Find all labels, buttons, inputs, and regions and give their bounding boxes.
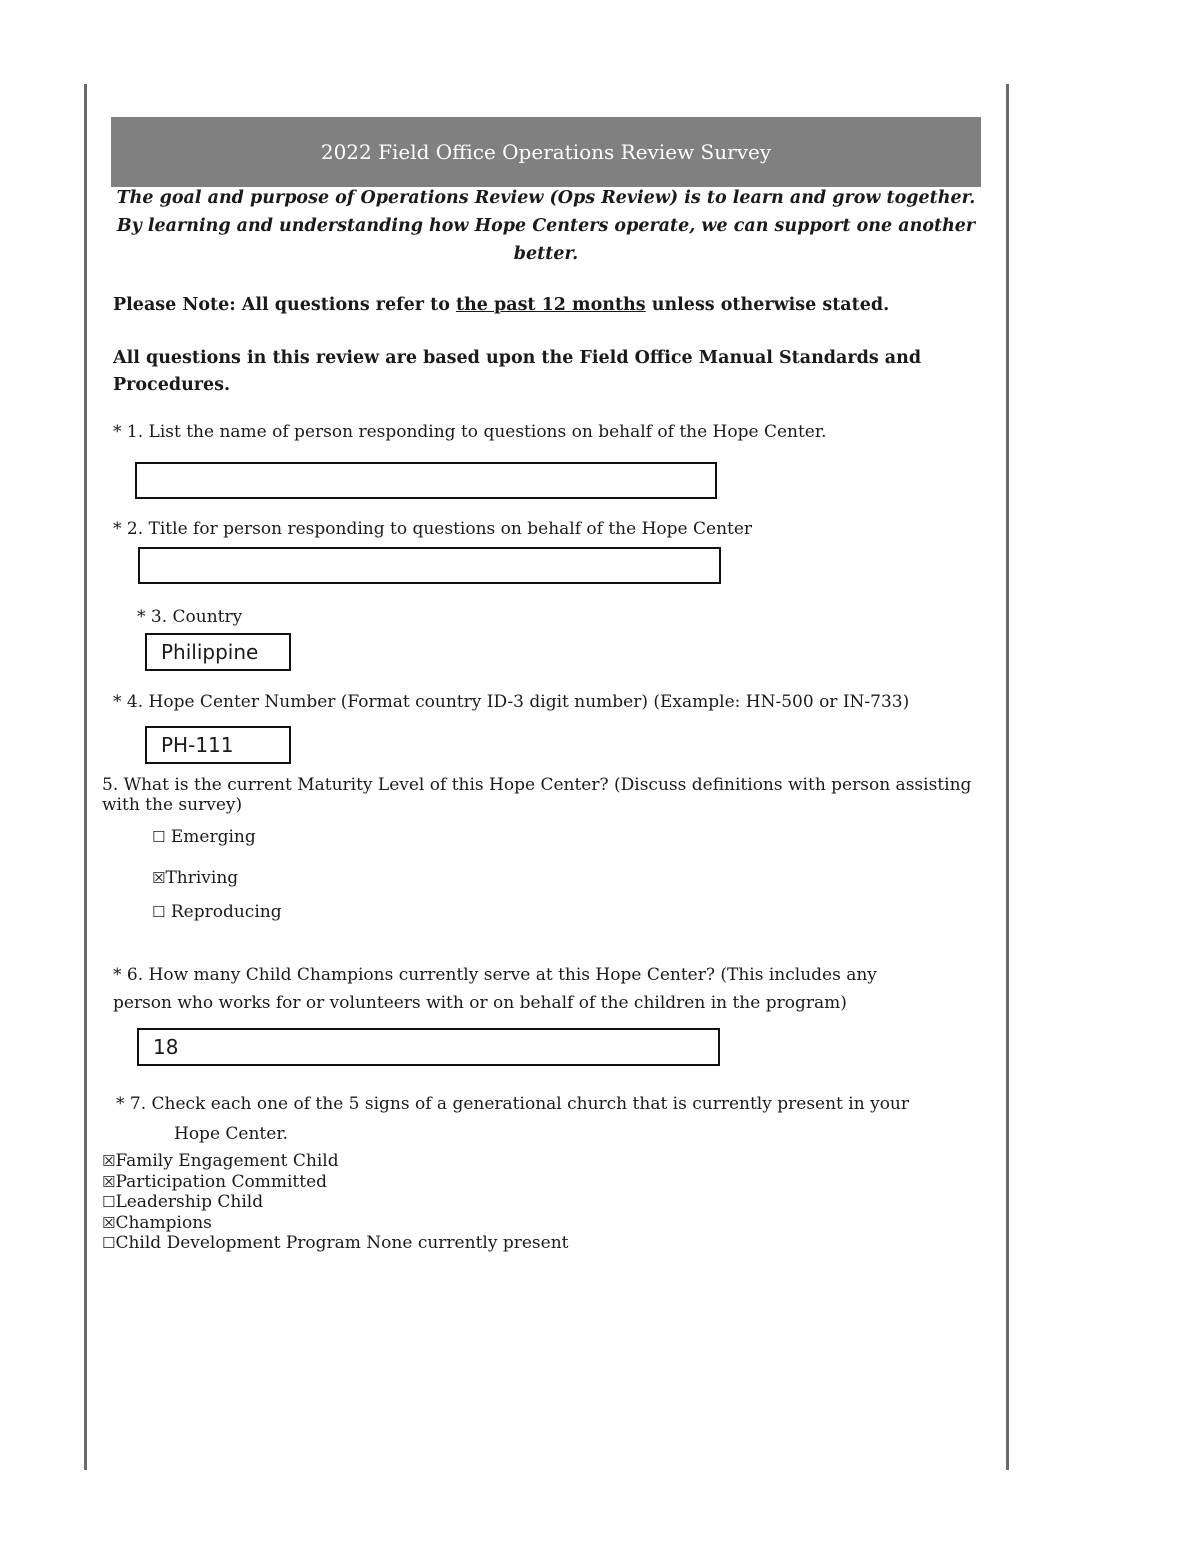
time-note-suffix: unless otherwise stated. xyxy=(645,295,890,315)
time-note-underlined: the past 12 months xyxy=(455,295,646,315)
checked-checkbox-icon[interactable]: ☒ xyxy=(102,1152,116,1170)
q7-option-label: Leadership Child xyxy=(115,1192,264,1212)
q7-option-family-engagement[interactable] xyxy=(102,1151,568,1172)
q3-label: * 3. Country xyxy=(137,607,243,627)
checked-checkbox-icon[interactable]: ☒ xyxy=(152,869,166,887)
q2-title-input[interactable] xyxy=(138,547,721,584)
intro-text: The goal and purpose of Operations Review (Ops Review) is to learn and grow together. By learning and understanding how Hope Centers operate, we can support one another better. xyxy=(116,188,976,264)
q7-option-participation[interactable] xyxy=(102,1172,568,1193)
q5-option-thriving[interactable] xyxy=(152,866,238,890)
left-border-line xyxy=(84,84,87,1470)
q5-label-line1: 5. What is the current Maturity Level of this Hope Center? (Discuss definitions with person assisting xyxy=(102,775,972,795)
q2-label: * 2. Title for person responding to questions on behalf of the Hope Center xyxy=(113,519,753,539)
q5-label xyxy=(102,775,971,815)
q4-label: * 4. Hope Center Number (Format country ID-3 digit number) (Example: HN-500 or IN-733) xyxy=(113,692,910,712)
checked-checkbox-icon[interactable]: ☒ xyxy=(102,1213,116,1232)
q1-label: * 1. List the name of person responding to questions on behalf of the Hope Center. xyxy=(113,422,827,442)
checked-checkbox-icon[interactable]: ☒ xyxy=(102,1172,116,1191)
q7-option-leadership[interactable] xyxy=(102,1192,568,1213)
checkbox-icon[interactable]: ☐ xyxy=(102,1234,116,1252)
q7-option-label: Champions xyxy=(115,1212,212,1233)
q7-options-list xyxy=(102,1151,568,1254)
q7-option-label: Participation Committed xyxy=(115,1171,328,1192)
q6-label-line2: person who works for or volunteers with or on behalf of the children in the program) xyxy=(113,993,847,1013)
q4-hope-center-number-field[interactable]: PH-111 xyxy=(145,726,291,764)
basis-note: All questions in this review are based upon the Field Office Manual Standards and Procedures. xyxy=(113,348,922,395)
q6-label xyxy=(113,961,877,1017)
right-border-line xyxy=(1006,84,1009,1470)
q7-label-line2: Hope Center. xyxy=(174,1124,288,1144)
q7-option-label: Child Development Program None currently present xyxy=(115,1233,569,1253)
q7-option-child-development[interactable] xyxy=(102,1233,568,1254)
q5-option-label: Reproducing xyxy=(165,902,282,922)
q5-option-emerging[interactable] xyxy=(152,825,256,849)
q6-label-line1: * 6. How many Child Champions currently serve at this Hope Center? (This includes any xyxy=(113,965,877,985)
q7-label-line1: * 7. Check each one of the 5 signs of a generational church that is currently present in your xyxy=(116,1094,909,1114)
q3-country-field[interactable]: Philippine xyxy=(145,633,291,671)
checkbox-icon[interactable]: ☐ xyxy=(102,1193,116,1211)
survey-title: 2022 Field Office Operations Review Survey xyxy=(111,117,981,187)
time-note-prefix: Please Note: All questions refer to xyxy=(113,295,456,315)
q5-option-reproducing[interactable] xyxy=(152,900,282,924)
q5-option-label: Thriving xyxy=(165,868,239,888)
q7-option-label: Family Engagement Child xyxy=(115,1151,339,1171)
q7-option-champions[interactable] xyxy=(102,1213,568,1234)
q5-option-label: Emerging xyxy=(165,827,256,847)
checkbox-icon[interactable]: ☐ xyxy=(152,828,166,846)
checkbox-icon[interactable]: ☐ xyxy=(152,903,166,921)
q6-child-champions-count-field[interactable]: 18 xyxy=(137,1028,720,1066)
time-note xyxy=(113,292,889,319)
q5-label-line2: with the survey) xyxy=(102,795,243,815)
q1-name-input[interactable] xyxy=(135,462,717,499)
